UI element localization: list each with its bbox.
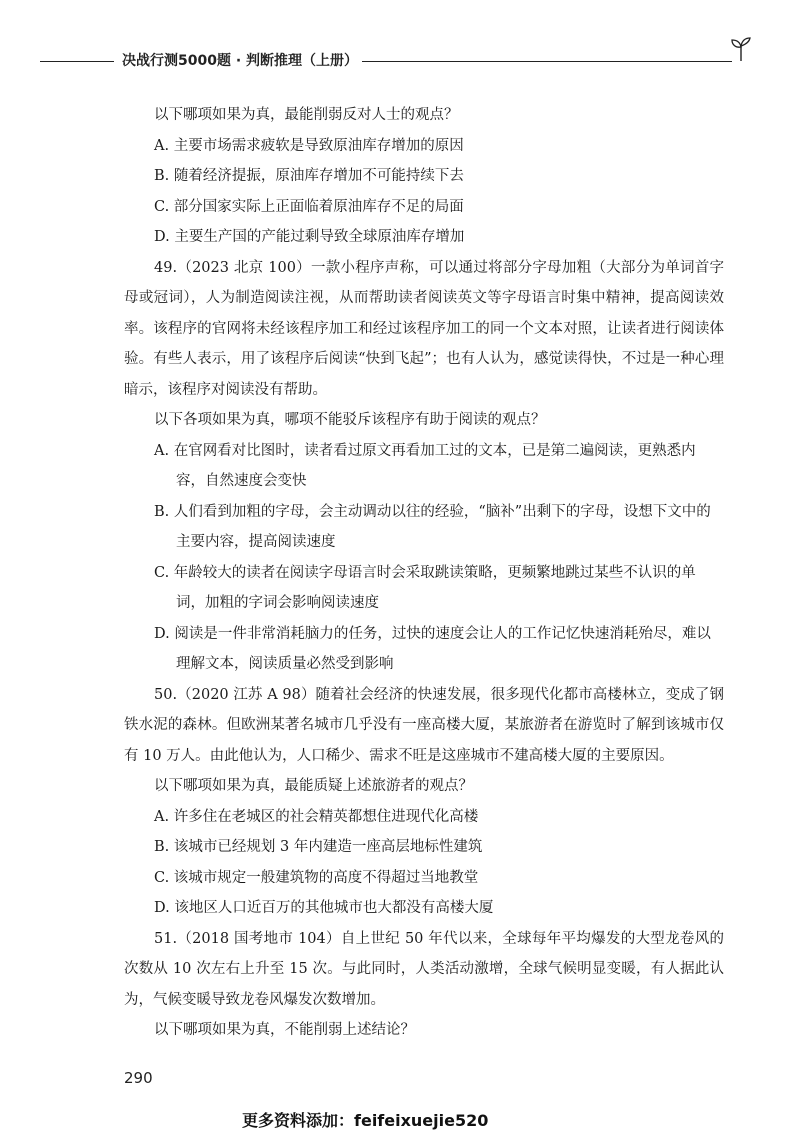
header-title: 决战行测5000题 · 判断推理（上册）	[122, 53, 359, 69]
option-d: D. 主要生产国的产能过剩导致全球原油库存增加	[154, 229, 465, 245]
question-passage: 49.（2023 北京 100）一款小程序声称，可以通过将部分字母加粗（大部分为单词首字母或冠词），人为制造阅读注视，从而帮助读者阅读英文等字母语言时集中精神，提高阅读效率。该程序的官网将未经该程序加工和经过该程序加工的同一个文本对照，让读者进行阅读体验。有些人表示，用了该程序后阅读“快到飞起”；也有人认为，感觉读得快，不过是一种心理暗示，该程序对阅读没有帮助。	[124, 259, 724, 398]
footer-note: 更多资料添加：feifeixuejie520	[242, 1111, 489, 1130]
option-b: B. 该城市已经规划 3 年内建造一座高层地标性建筑	[154, 839, 483, 855]
question-stem: 以下各项如果为真，哪项不能驳斥该程序有助于阅读的观点？	[154, 412, 546, 428]
header-rule-right	[362, 61, 732, 62]
question-stem: 以下哪项如果为真，最能削弱反对人士的观点？	[154, 107, 459, 123]
question-passage: 50.（2020 江苏 A 98）随着社会经济的快速发展，很多现代化都市高楼林立，变成了钢铁水泥的森林。但欧洲某著名城市几乎没有一座高楼大厦，某旅游者在游览时了解到该城市仅有 10 万人。由此他认为，人口稀少、需求不旺是这座城市不建高楼大厦的主要原因。	[124, 686, 724, 764]
running-header	[40, 50, 740, 74]
question-stem: 以下哪项如果为真，最能质疑上述旅游者的观点？	[154, 778, 473, 794]
question-passage: 51.（2018 国考地市 104）自上世纪 50 年代以来，全球每年平均爆发的大型龙卷风的次数从 10 次左右上升至 15 次。与此同时，人类活动激增，全球气候明显变暖，有人据此认为，气候变暖导致龙卷风爆发次数增加。	[124, 930, 724, 1008]
option-c: C. 该城市规定一般建筑物的高度不得超过当地教堂	[154, 869, 479, 886]
option-c: C. 部分国家实际上正面临着原油库存不足的局面	[154, 198, 464, 215]
option-b: B. 人们看到加粗的字母，会主动调动以往的经验，“脑补”出剩下的字母，设想下文中的主要内容，提高阅读速度	[154, 503, 711, 550]
page-number: 290	[124, 1069, 153, 1087]
page-content	[124, 100, 724, 1046]
option-a: A. 在官网看对比图时，读者看过原文再看加工过的文本，已是第二遍阅读，更熟悉内容，自然速度会变快	[154, 442, 696, 489]
option-d: D. 阅读是一件非常消耗脑力的任务，过快的速度会让人的工作记忆快速消耗殆尽，难以理解文本，阅读质量必然受到影响	[154, 625, 711, 672]
header-rule-left	[40, 61, 114, 62]
option-a: A. 主要市场需求疲软是导致原油库存增加的原因	[154, 137, 464, 154]
option-c: C. 年龄较大的读者在阅读字母语言时会采取跳读策略，更频繁地跳过某些不认识的单词，加粗的字词会影响阅读速度	[154, 564, 696, 611]
question-stem: 以下哪项如果为真，不能削弱上述结论？	[154, 1022, 415, 1038]
option-d: D. 该地区人口近百万的其他城市也大都没有高楼大厦	[154, 900, 494, 916]
sprout-icon	[730, 36, 752, 62]
option-b: B. 随着经济提振，原油库存增加不可能持续下去	[154, 168, 464, 184]
option-a: A. 许多住在老城区的社会精英都想住进现代化高楼	[154, 808, 479, 825]
